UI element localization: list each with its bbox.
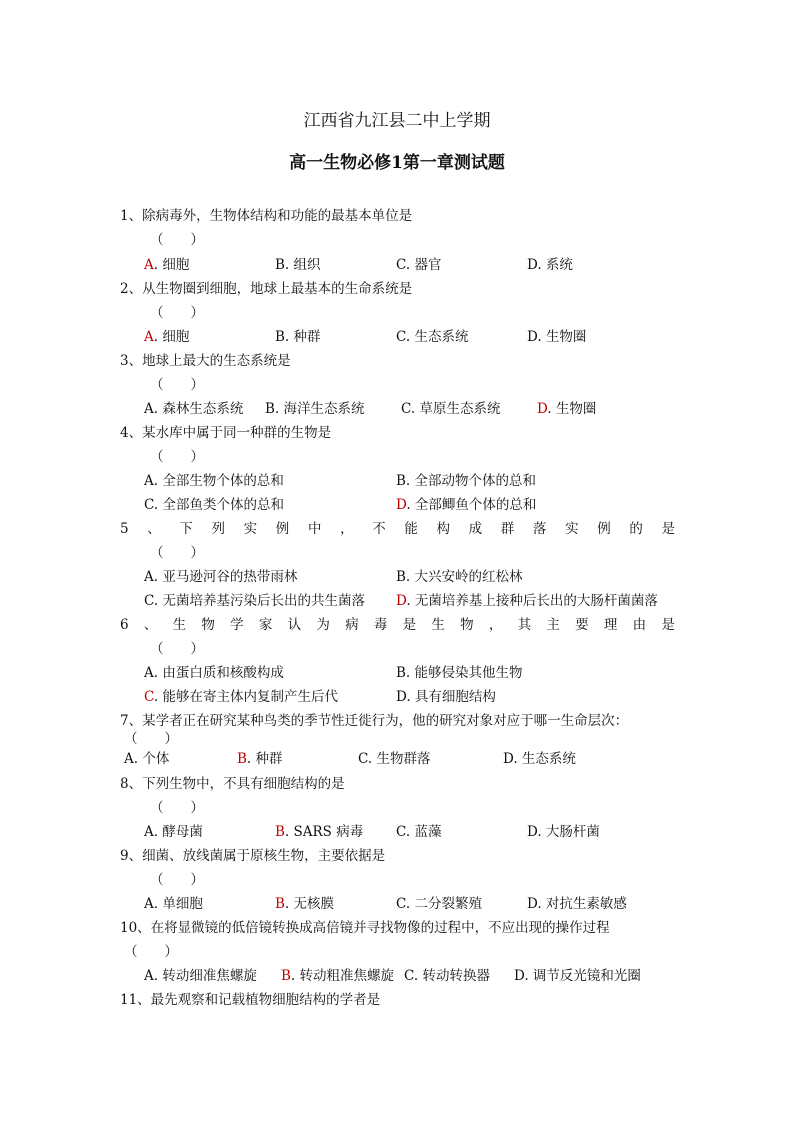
stem-char: 落: [532, 521, 547, 537]
stem-char: 要: [575, 617, 589, 633]
question-2-paren: （ ）: [150, 305, 204, 321]
stem-char: 由: [632, 617, 647, 633]
stem-char: 是: [402, 617, 417, 633]
question-10-paren: （ ）: [124, 944, 178, 960]
page-subtitle: 高一生物必修1第一章测试题: [289, 153, 505, 173]
question-7-option-b[interactable]: B. 种群: [237, 751, 283, 767]
question-9-stem: 9、细菌、放线菌属于原核生物，主要依据是: [120, 848, 386, 864]
question-4-option-c[interactable]: C. 全部鱼类个体的总和: [144, 497, 284, 513]
question-2-stem: 2、从生物圈到细胞，地球上最基本的生命系统是: [120, 281, 413, 297]
stem-char: 物: [201, 617, 215, 633]
question-8-option-a[interactable]: A. 酵母菌: [144, 824, 203, 840]
question-10-option-d[interactable]: D. 调节反光镜和光圈: [514, 968, 641, 984]
question-1-option-d[interactable]: D. 系统: [527, 257, 573, 273]
question-6-option-c[interactable]: C. 能够在寄主体内复制产生后代: [144, 689, 338, 705]
question-7-paren: （ ）: [124, 731, 178, 747]
question-9-option-c[interactable]: C. 二分裂繁殖: [396, 896, 482, 912]
stem-char: 生: [172, 617, 187, 633]
question-5-option-b[interactable]: B. 大兴安岭的红松林: [396, 569, 523, 585]
stem-char: 理: [603, 617, 618, 633]
stem-char: 病: [345, 617, 359, 633]
question-5-stem: [120, 520, 675, 538]
question-4-option-a[interactable]: A. 全部生物个体的总和: [144, 473, 284, 489]
stem-char: 例: [597, 521, 611, 537]
question-4-option-d[interactable]: D. 全部鲫鱼个体的总和: [396, 497, 537, 513]
question-7-option-d[interactable]: D. 生态系统: [503, 751, 576, 767]
question-5-paren: （ ）: [150, 545, 204, 561]
stem-char: 列: [211, 521, 226, 537]
stem-char: 学: [230, 617, 244, 633]
question-10-option-a[interactable]: A. 转动细准焦螺旋: [144, 968, 257, 984]
stem-char: 物: [460, 617, 474, 633]
question-2-option-c[interactable]: C. 生态系统: [396, 329, 469, 345]
question-1-stem: 1、除病毒外，生物体结构和功能的最基本单位是: [120, 208, 413, 224]
question-5-option-c[interactable]: C. 无菌培养基污染后长出的共生菌落: [144, 593, 365, 609]
question-3-option-a[interactable]: A. 森林生态系统: [144, 401, 244, 417]
question-9-option-d[interactable]: D. 对抗生素敏感: [527, 896, 627, 912]
stem-char: 其: [517, 617, 532, 633]
question-10-option-c[interactable]: C. 转动转换器: [404, 968, 490, 984]
stem-char: 群: [500, 521, 515, 537]
question-3-option-d[interactable]: D. 生物圈: [537, 401, 597, 417]
question-3-paren: （ ）: [150, 377, 204, 393]
question-8-option-b[interactable]: B. SARS 病毒: [275, 824, 364, 840]
stem-char: ，: [488, 617, 503, 633]
question-1-option-c[interactable]: C. 器官: [396, 257, 442, 273]
page-title: 江西省九江县二中上学期: [303, 111, 491, 131]
stem-char: ，: [340, 521, 354, 537]
stem-char: 家: [258, 617, 273, 633]
stem-char: 下: [179, 521, 193, 537]
question-1-option-a[interactable]: A. 细胞: [144, 257, 190, 273]
question-3-option-c[interactable]: C. 草原生态系统: [401, 401, 501, 417]
stem-char: 5: [120, 521, 129, 537]
question-4-paren: （ ）: [150, 449, 204, 465]
stem-char: 主: [546, 617, 560, 633]
question-7-stem: 7、某学者正在研究某种鸟类的季节性迁徙行为，他的研究对象对应于哪一生命层次：: [120, 713, 629, 729]
question-6-stem: [120, 616, 675, 634]
stem-char: 、: [143, 617, 158, 633]
stem-char: 6: [120, 617, 129, 633]
stem-char: 不: [372, 521, 386, 537]
question-9-option-a[interactable]: A. 单细胞: [144, 896, 203, 912]
question-2-option-d[interactable]: D. 生物圈: [527, 329, 587, 345]
stem-char: 成: [468, 521, 483, 537]
question-3-stem: 3、地球上最大的生态系统是: [120, 353, 291, 369]
stem-char: 的: [629, 521, 643, 537]
stem-char: 生: [431, 617, 445, 633]
question-7-option-c[interactable]: C. 生物群落: [358, 751, 431, 767]
question-8-option-c[interactable]: C. 蓝藻: [396, 824, 442, 840]
stem-char: 认: [287, 617, 302, 633]
stem-char: 是: [661, 617, 675, 633]
question-9-option-b[interactable]: B. 无核膜: [275, 896, 335, 912]
stem-char: 构: [436, 521, 450, 537]
stem-char: 中: [307, 521, 322, 537]
question-6-option-d[interactable]: D. 具有细胞结构: [396, 689, 496, 705]
question-4-option-b[interactable]: B. 全部动物个体的总和: [396, 473, 537, 489]
question-7-option-a[interactable]: A. 个体: [124, 751, 170, 767]
question-8-option-d[interactable]: D. 大肠杆菌: [527, 824, 600, 840]
question-3-option-b[interactable]: B. 海洋生态系统: [265, 401, 365, 417]
stem-char: 毒: [373, 617, 388, 633]
question-8-paren: （ ）: [150, 800, 204, 816]
question-10-stem: 10、在将显微镜的低倍镜转换成高倍镜并寻找物像的过程中，不应出现的操作过程: [120, 920, 610, 936]
question-6-option-b[interactable]: B. 能够侵染其他生物: [396, 665, 523, 681]
stem-char: 实: [565, 521, 579, 537]
question-6-option-a[interactable]: A. 由蛋白质和核酸构成: [144, 665, 284, 681]
question-10-option-b[interactable]: B. 转动粗准焦螺旋: [281, 968, 395, 984]
stem-char: 为: [316, 617, 330, 633]
question-5-option-d[interactable]: D. 无菌培养基上接种后长出的大肠杆菌菌落: [396, 593, 658, 609]
question-4-stem: 4、某水库中属于同一种群的生物是: [120, 425, 332, 441]
question-11-stem: 11、最先观察和记载植物细胞结构的学者是: [120, 992, 381, 1008]
question-6-paren: （ ）: [150, 641, 204, 657]
stem-char: 、: [147, 521, 161, 537]
stem-char: 例: [275, 521, 290, 537]
question-2-option-a[interactable]: A. 细胞: [144, 329, 190, 345]
stem-char: 实: [243, 521, 258, 537]
question-5-option-a[interactable]: A. 亚马逊河谷的热带雨林: [144, 569, 298, 585]
question-8-stem: 8、下列生物中，不具有细胞结构的是: [120, 776, 345, 792]
question-1-paren: （ ）: [150, 232, 204, 248]
question-2-option-b[interactable]: B. 种群: [275, 329, 321, 345]
question-1-option-b[interactable]: B. 组织: [275, 257, 321, 273]
stem-char: 能: [404, 521, 418, 537]
question-9-paren: （ ）: [150, 872, 204, 888]
stem-char: 是: [661, 521, 675, 537]
